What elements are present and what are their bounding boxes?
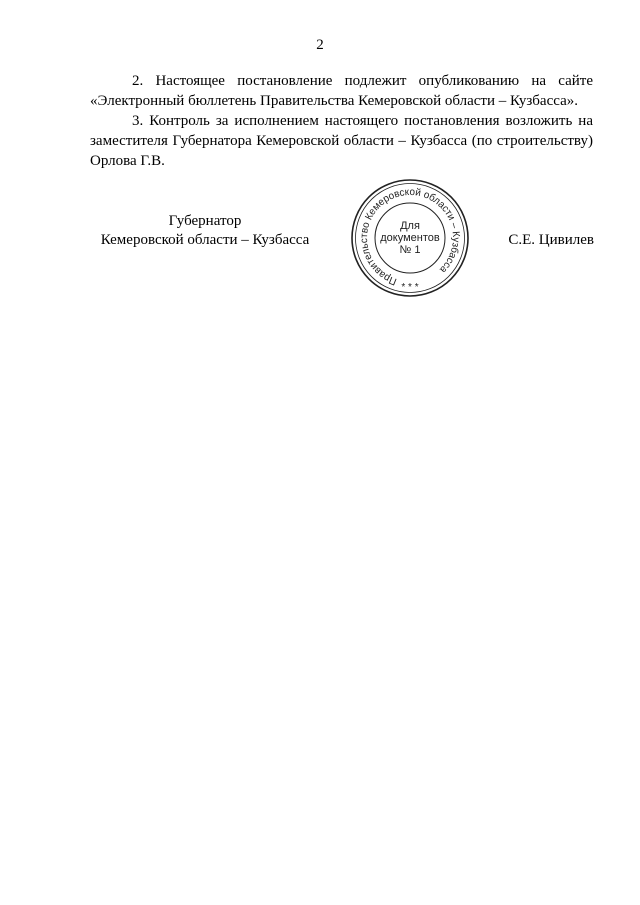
stamp-ring-text-path: Правительство Кемеровской области – Кузбасса	[358, 186, 462, 287]
stamp-center-line2: документов	[380, 232, 440, 244]
stamp-center-line3: № 1	[399, 244, 421, 256]
stamp-center-line1: Для	[400, 220, 420, 232]
stamp-stars: * * *	[401, 282, 419, 293]
paragraph-publication: 2. Настоящее постановление подлежит опубликованию на сайте «Электронный бюллетень Правительства Кемеровской области – Кузбасса».	[90, 73, 593, 109]
signatory-name: С.Е. Цивилев	[508, 232, 594, 248]
page-number: 2	[316, 37, 324, 53]
signatory-title	[80, 212, 330, 250]
signatory-title-line1: Губернатор	[168, 213, 242, 229]
paragraph-control: 3. Контроль за исполнением настоящего постановления возложить на заместителя Губернатора Кемеровской области – Кузбасса (по строительству) Орлова Г.В.	[90, 113, 593, 169]
signatory-title-line2: Кемеровской области – Кузбасса	[100, 232, 310, 248]
document-body	[90, 71, 593, 171]
official-stamp	[349, 177, 471, 299]
stamp-seal-graphic	[349, 177, 471, 299]
